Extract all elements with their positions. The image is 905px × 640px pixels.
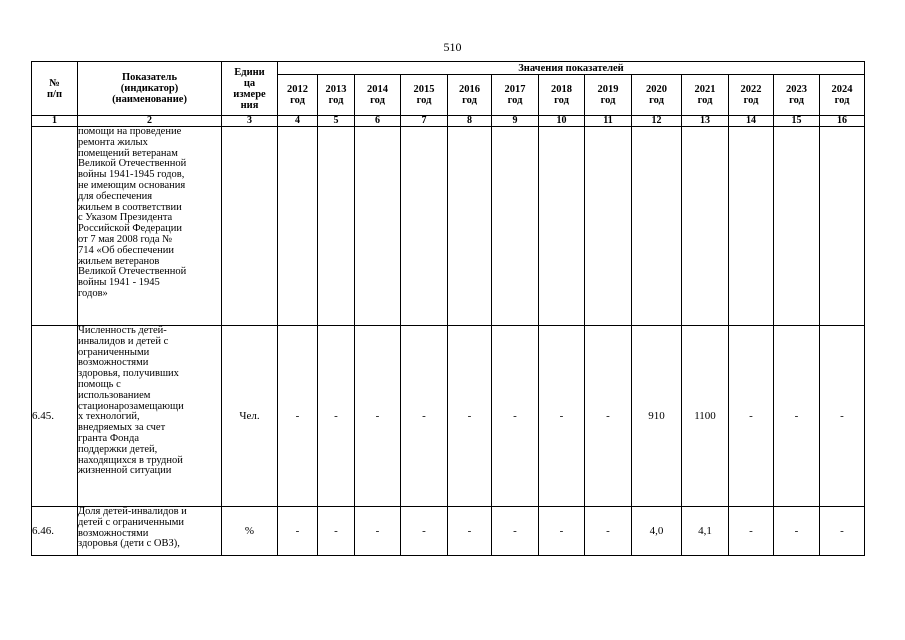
header-year-2024	[820, 75, 865, 116]
header-year-suffix: год	[697, 95, 713, 106]
value-cell-2024: -	[820, 326, 865, 507]
value-cell-2020: 4,0	[632, 507, 682, 556]
header-year-value: 2013	[325, 84, 347, 95]
header-year-value: 2021	[694, 84, 716, 95]
column-number-cell: 13	[682, 116, 729, 127]
header-year-2014	[355, 75, 401, 116]
value-cell-2012: -	[278, 326, 318, 507]
column-number-cell: 4	[278, 116, 318, 127]
column-number-cell: 11	[585, 116, 632, 127]
header-year-value: 2012	[287, 84, 308, 95]
table-row	[32, 326, 865, 507]
column-number-cell: 7	[401, 116, 448, 127]
header-year-suffix: год	[649, 95, 664, 106]
value-cell-2016: -	[448, 507, 492, 556]
value-cell-2021: 4,1	[682, 507, 729, 556]
value-cell-2012: -	[278, 507, 318, 556]
header-year-2018	[539, 75, 585, 116]
header-year-2016	[448, 75, 492, 116]
header-year-2015	[401, 75, 448, 116]
header-year-suffix: год	[834, 95, 850, 106]
value-cell-2020	[632, 127, 682, 326]
row-number: 6.45.	[32, 326, 78, 507]
header-year-2023	[774, 75, 820, 116]
column-number-cell: 15	[774, 116, 820, 127]
header-year-suffix: год	[290, 95, 305, 106]
value-cell-2022: -	[729, 507, 774, 556]
header-year-suffix: год	[507, 95, 523, 106]
value-cell-2019: -	[585, 507, 632, 556]
value-cell-2021	[682, 127, 729, 326]
indicator-name: Доля детей-инвалидов и детей с ограниченными возможностями здоровья (дети с ОВЗ),	[78, 507, 222, 556]
header-year-value: 2020	[646, 84, 667, 95]
column-number-cell: 8	[448, 116, 492, 127]
value-cell-2014: -	[355, 507, 401, 556]
value-cell-2015: -	[401, 507, 448, 556]
header-year-value: 2016	[459, 84, 480, 95]
column-number-cell: 10	[539, 116, 585, 127]
indicator-name: помощи на проведение ремонта жилых помещений ветеранам Великой Отечественной войны 1941-1945 годов, не имеющим основания для обеспечения жильем в соответствии с Указом Президента Российской Федерации от 7 мая 2008 года № 714 «Об обеспечении жильем ветеранов Великой Отечественной войны 1941 - 1945 годов»	[78, 127, 222, 326]
header-year-suffix: год	[743, 95, 759, 106]
header-values-title: Значения показателей	[278, 62, 865, 75]
header-year-2020	[632, 75, 682, 116]
value-cell-2020: 910	[632, 326, 682, 507]
header-year-2022	[729, 75, 774, 116]
value-cell-2018: -	[539, 326, 585, 507]
value-cell-2014: -	[355, 326, 401, 507]
header-year-2019	[585, 75, 632, 116]
header-col-number: № п/п	[32, 62, 78, 116]
value-cell-2013	[318, 127, 355, 326]
header-year-value: 2024	[831, 84, 853, 95]
header-year-value: 2022	[740, 84, 762, 95]
value-cell-2013: -	[318, 326, 355, 507]
indicator-name: Численность детей- инвалидов и детей с ограниченными возможностями здоровья, получивших помощь с использованием стационарозамещающи х технологий, внедряемых за счет гранта Фонда поддержки детей, находящихся в трудной жизненной ситуации	[78, 326, 222, 507]
header-year-suffix: год	[600, 95, 616, 106]
value-cell-2023: -	[774, 326, 820, 507]
value-cell-2017	[492, 127, 539, 326]
indicators-table	[31, 61, 865, 556]
column-number-cell: 6	[355, 116, 401, 127]
header-year-value: 2019	[597, 84, 619, 95]
header-col-unit: Едини ца измере ния	[222, 62, 278, 116]
column-number-cell: 3	[222, 116, 278, 127]
header-year-suffix: год	[416, 95, 432, 106]
column-number-cell: 5	[318, 116, 355, 127]
value-cell-2022: -	[729, 326, 774, 507]
header-year-suffix: год	[789, 95, 804, 106]
table-body	[32, 127, 865, 556]
row-number	[32, 127, 78, 326]
unit-of-measure: %	[222, 507, 278, 556]
table-row	[32, 507, 865, 556]
column-number-cell: 2	[78, 116, 222, 127]
value-cell-2023	[774, 127, 820, 326]
value-cell-2016	[448, 127, 492, 326]
value-cell-2019	[585, 127, 632, 326]
value-cell-2023: -	[774, 507, 820, 556]
value-cell-2012	[278, 127, 318, 326]
header-year-value: 2015	[413, 84, 435, 95]
value-cell-2019: -	[585, 326, 632, 507]
header-year-2012	[278, 75, 318, 116]
unit-of-measure: Чел.	[222, 326, 278, 507]
value-cell-2024	[820, 127, 865, 326]
value-cell-2017: -	[492, 507, 539, 556]
header-col-name: Показатель (индикатор) (наименование)	[78, 62, 222, 116]
header-year-2021	[682, 75, 729, 116]
value-cell-2018	[539, 127, 585, 326]
header-row-column-numbers	[32, 116, 865, 127]
value-cell-2016: -	[448, 326, 492, 507]
header-year-suffix: год	[554, 95, 569, 106]
value-cell-2013: -	[318, 507, 355, 556]
header-year-suffix: год	[370, 95, 385, 106]
value-cell-2021: 1100	[682, 326, 729, 507]
row-number: 6.46.	[32, 507, 78, 556]
page-number: 510	[443, 40, 462, 54]
column-number-cell: 1	[32, 116, 78, 127]
value-cell-2022	[729, 127, 774, 326]
value-cell-2014	[355, 127, 401, 326]
header-year-value: 2018	[551, 84, 572, 95]
value-cell-2017: -	[492, 326, 539, 507]
header-year-suffix: год	[328, 95, 344, 106]
column-number-cell: 16	[820, 116, 865, 127]
column-number-cell: 14	[729, 116, 774, 127]
value-cell-2024: -	[820, 507, 865, 556]
header-year-value: 2014	[367, 84, 388, 95]
value-cell-2018: -	[539, 507, 585, 556]
value-cell-2015: -	[401, 326, 448, 507]
column-number-cell: 12	[632, 116, 682, 127]
header-year-2013	[318, 75, 355, 116]
column-number-cell: 9	[492, 116, 539, 127]
value-cell-2015	[401, 127, 448, 326]
unit-of-measure	[222, 127, 278, 326]
header-row-top	[32, 62, 865, 75]
header-year-value: 2023	[786, 84, 807, 95]
header-year-value: 2017	[504, 84, 526, 95]
table-row	[32, 127, 865, 326]
header-year-suffix: год	[462, 95, 477, 106]
header-year-2017	[492, 75, 539, 116]
